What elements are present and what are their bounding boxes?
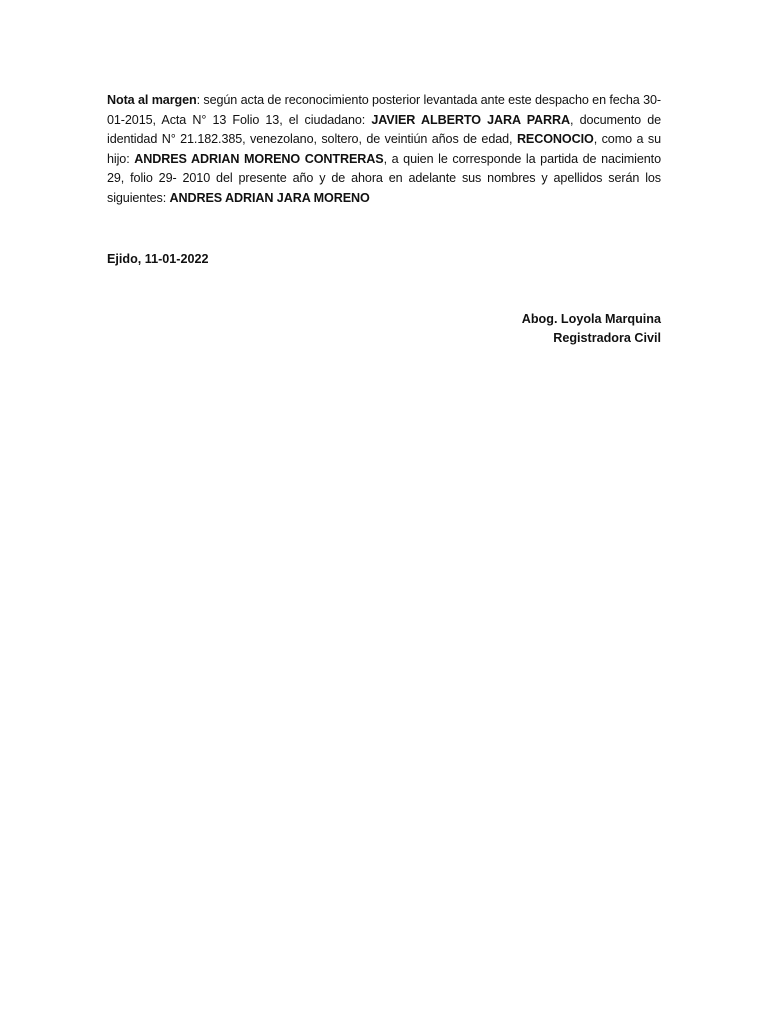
- margin-note-paragraph: [107, 91, 661, 209]
- note-label: Nota al margen: [107, 93, 197, 107]
- note-text-2: , documento de identidad N° 21.182.385, venezolano, soltero, de veintiún años de edad,: [107, 112, 662, 147]
- signature-block: [522, 310, 661, 348]
- child-original-name: ANDRES ADRIAN MORENO CONTRERAS: [134, 151, 384, 166]
- signatory-title: Registradora Civil: [553, 331, 661, 345]
- note-text-3: , como a su hijo:: [107, 132, 661, 166]
- father-name: JAVIER ALBERTO JARA PARRA: [371, 112, 571, 127]
- recognition-word: RECONOCIO: [516, 132, 594, 147]
- child-new-name: ANDRES ADRIAN JARA MORENO: [169, 190, 370, 205]
- signatory-name: Abog. Loyola Marquina: [521, 312, 661, 326]
- note-text-1: : según acta de reconocimiento posterior levantada ante este despacho en fecha 30-01-2015, Acta N° 13 Folio 13, el ciudadano:: [107, 93, 661, 127]
- place-date-line: Ejido, 11-01-2022: [107, 252, 209, 266]
- note-text-4: , a quien le corresponde la partida de nacimiento 29, folio 29- 2010 del presente año y de ahora en adelante sus nombres y apellidos serán los siguientes:: [107, 151, 661, 205]
